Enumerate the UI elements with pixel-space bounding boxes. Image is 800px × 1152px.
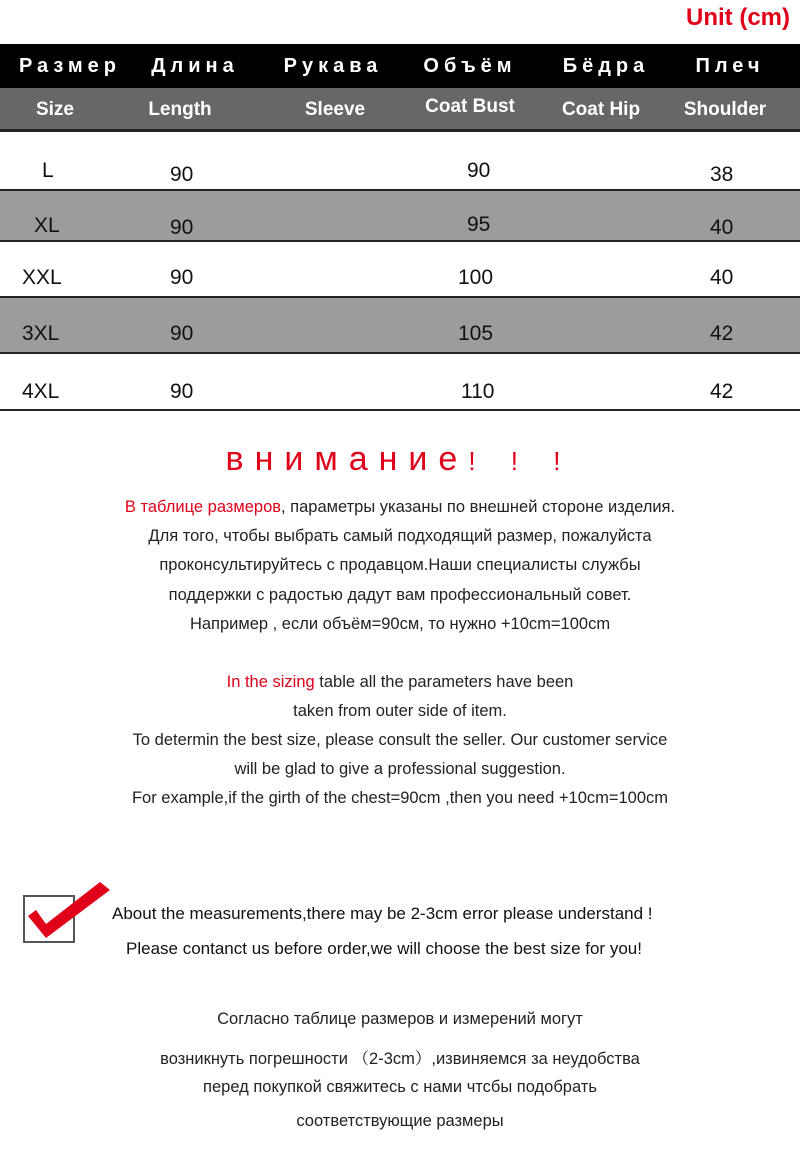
measurement-note-en-2: Please contanct us before order,we will choose the best size for you! [126, 939, 642, 958]
en-notice-line-5: For example,if the girth of the chest=90cm ,then you need +10cm=100cm [131, 789, 669, 807]
row-divider [0, 409, 800, 411]
ru-notice-line-4: поддержки с радостью дадут вам профессиональный совет. [168, 586, 632, 604]
red-checkmark-icon [22, 880, 112, 950]
cell-length: 90 [170, 380, 194, 403]
measurement-note-ru-4: соответствующие размеры [296, 1112, 504, 1130]
header-ru-shoulder: Плеч [695, 55, 765, 77]
cell-length: 90 [170, 322, 194, 345]
en-notice-line-3: To determin the best size, please consult the seller. Our customer service [132, 731, 668, 749]
en-notice-rest: table all the parameters have been [314, 673, 574, 691]
size-table-header-ru [0, 44, 800, 88]
size-table-header-en [0, 88, 800, 132]
table-row [0, 354, 800, 410]
header-en-shoulder: Shoulder [683, 99, 767, 120]
ru-notice-highlight: В таблице размеров [124, 498, 282, 516]
header-en-size: Size [35, 99, 75, 120]
ru-notice-line-3: проконсультируйтесь с продавцом.Наши специалисты службы [159, 556, 641, 574]
attention-bangs: ! ! ! [468, 446, 575, 476]
measurement-note-ru-3: перед покупкой свяжитесь с нами чтсбы подобрать [203, 1078, 597, 1096]
cell-shoulder: 38 [710, 163, 734, 186]
ru-notice-line-2: Для того, чтобы выбрать самый подходящий размер, пожалуйста [148, 527, 652, 545]
cell-length: 90 [170, 266, 194, 289]
cell-bust: 100 [458, 266, 494, 289]
header-en-hip: Coat Hip [561, 99, 641, 120]
measurement-note-en-1: About the measurements,there may be 2-3cm error please understand ! [112, 904, 653, 923]
cell-shoulder: 40 [710, 266, 734, 289]
attention-word: внимание [225, 440, 469, 478]
cell-bust: 110 [461, 380, 495, 403]
cell-size: XL [34, 214, 60, 237]
cell-shoulder: 40 [710, 216, 734, 239]
header-en-sleeve: Sleeve [304, 99, 366, 120]
cell-length: 90 [170, 163, 194, 186]
en-notice-line-4: will be glad to give a professional suggestion. [234, 760, 566, 778]
attention-heading [0, 440, 800, 479]
header-ru-length: Длина [151, 55, 239, 77]
cell-shoulder: 42 [710, 380, 734, 403]
unit-label: Unit (cm) [686, 4, 790, 31]
measurement-note-ru-2: возникнуть погрешности （2-3cm）,извиняемся за неудобства [160, 1050, 640, 1068]
header-en-bust: Coat Bust [425, 96, 515, 117]
header-en-length: Length [148, 99, 212, 120]
table-row [0, 298, 800, 352]
header-ru-sleeve: Рукава [283, 55, 383, 77]
cell-size: 3XL [22, 322, 60, 345]
header-ru-bust: Объём [423, 55, 517, 77]
ru-notice-rest: , параметры указаны по внешней стороне изделия. [281, 498, 676, 516]
ru-notice-line-5: Например , если объём=90cм, то нужно +10cm=100cm [189, 615, 611, 633]
cell-shoulder: 42 [710, 322, 734, 345]
measurement-note-ru-1: Согласно таблице размеров и измерений могут [217, 1010, 583, 1028]
header-ru-hip: Бёдра [562, 55, 650, 77]
cell-size: 4XL [22, 380, 60, 403]
cell-bust: 95 [467, 213, 491, 236]
en-notice-line-2: taken from outer side of item. [293, 702, 507, 720]
ru-notice-line-1 [0, 498, 800, 517]
cell-length: 90 [170, 216, 194, 239]
cell-bust: 90 [467, 159, 491, 182]
en-notice-line-1 [0, 673, 800, 692]
cell-size: XXL [22, 266, 62, 289]
header-ru-size: Размер [18, 55, 122, 77]
cell-bust: 105 [458, 322, 494, 345]
table-row [0, 135, 800, 193]
table-row [0, 242, 800, 296]
en-notice-highlight: In the sizing [226, 673, 315, 691]
cell-size: L [42, 159, 54, 182]
